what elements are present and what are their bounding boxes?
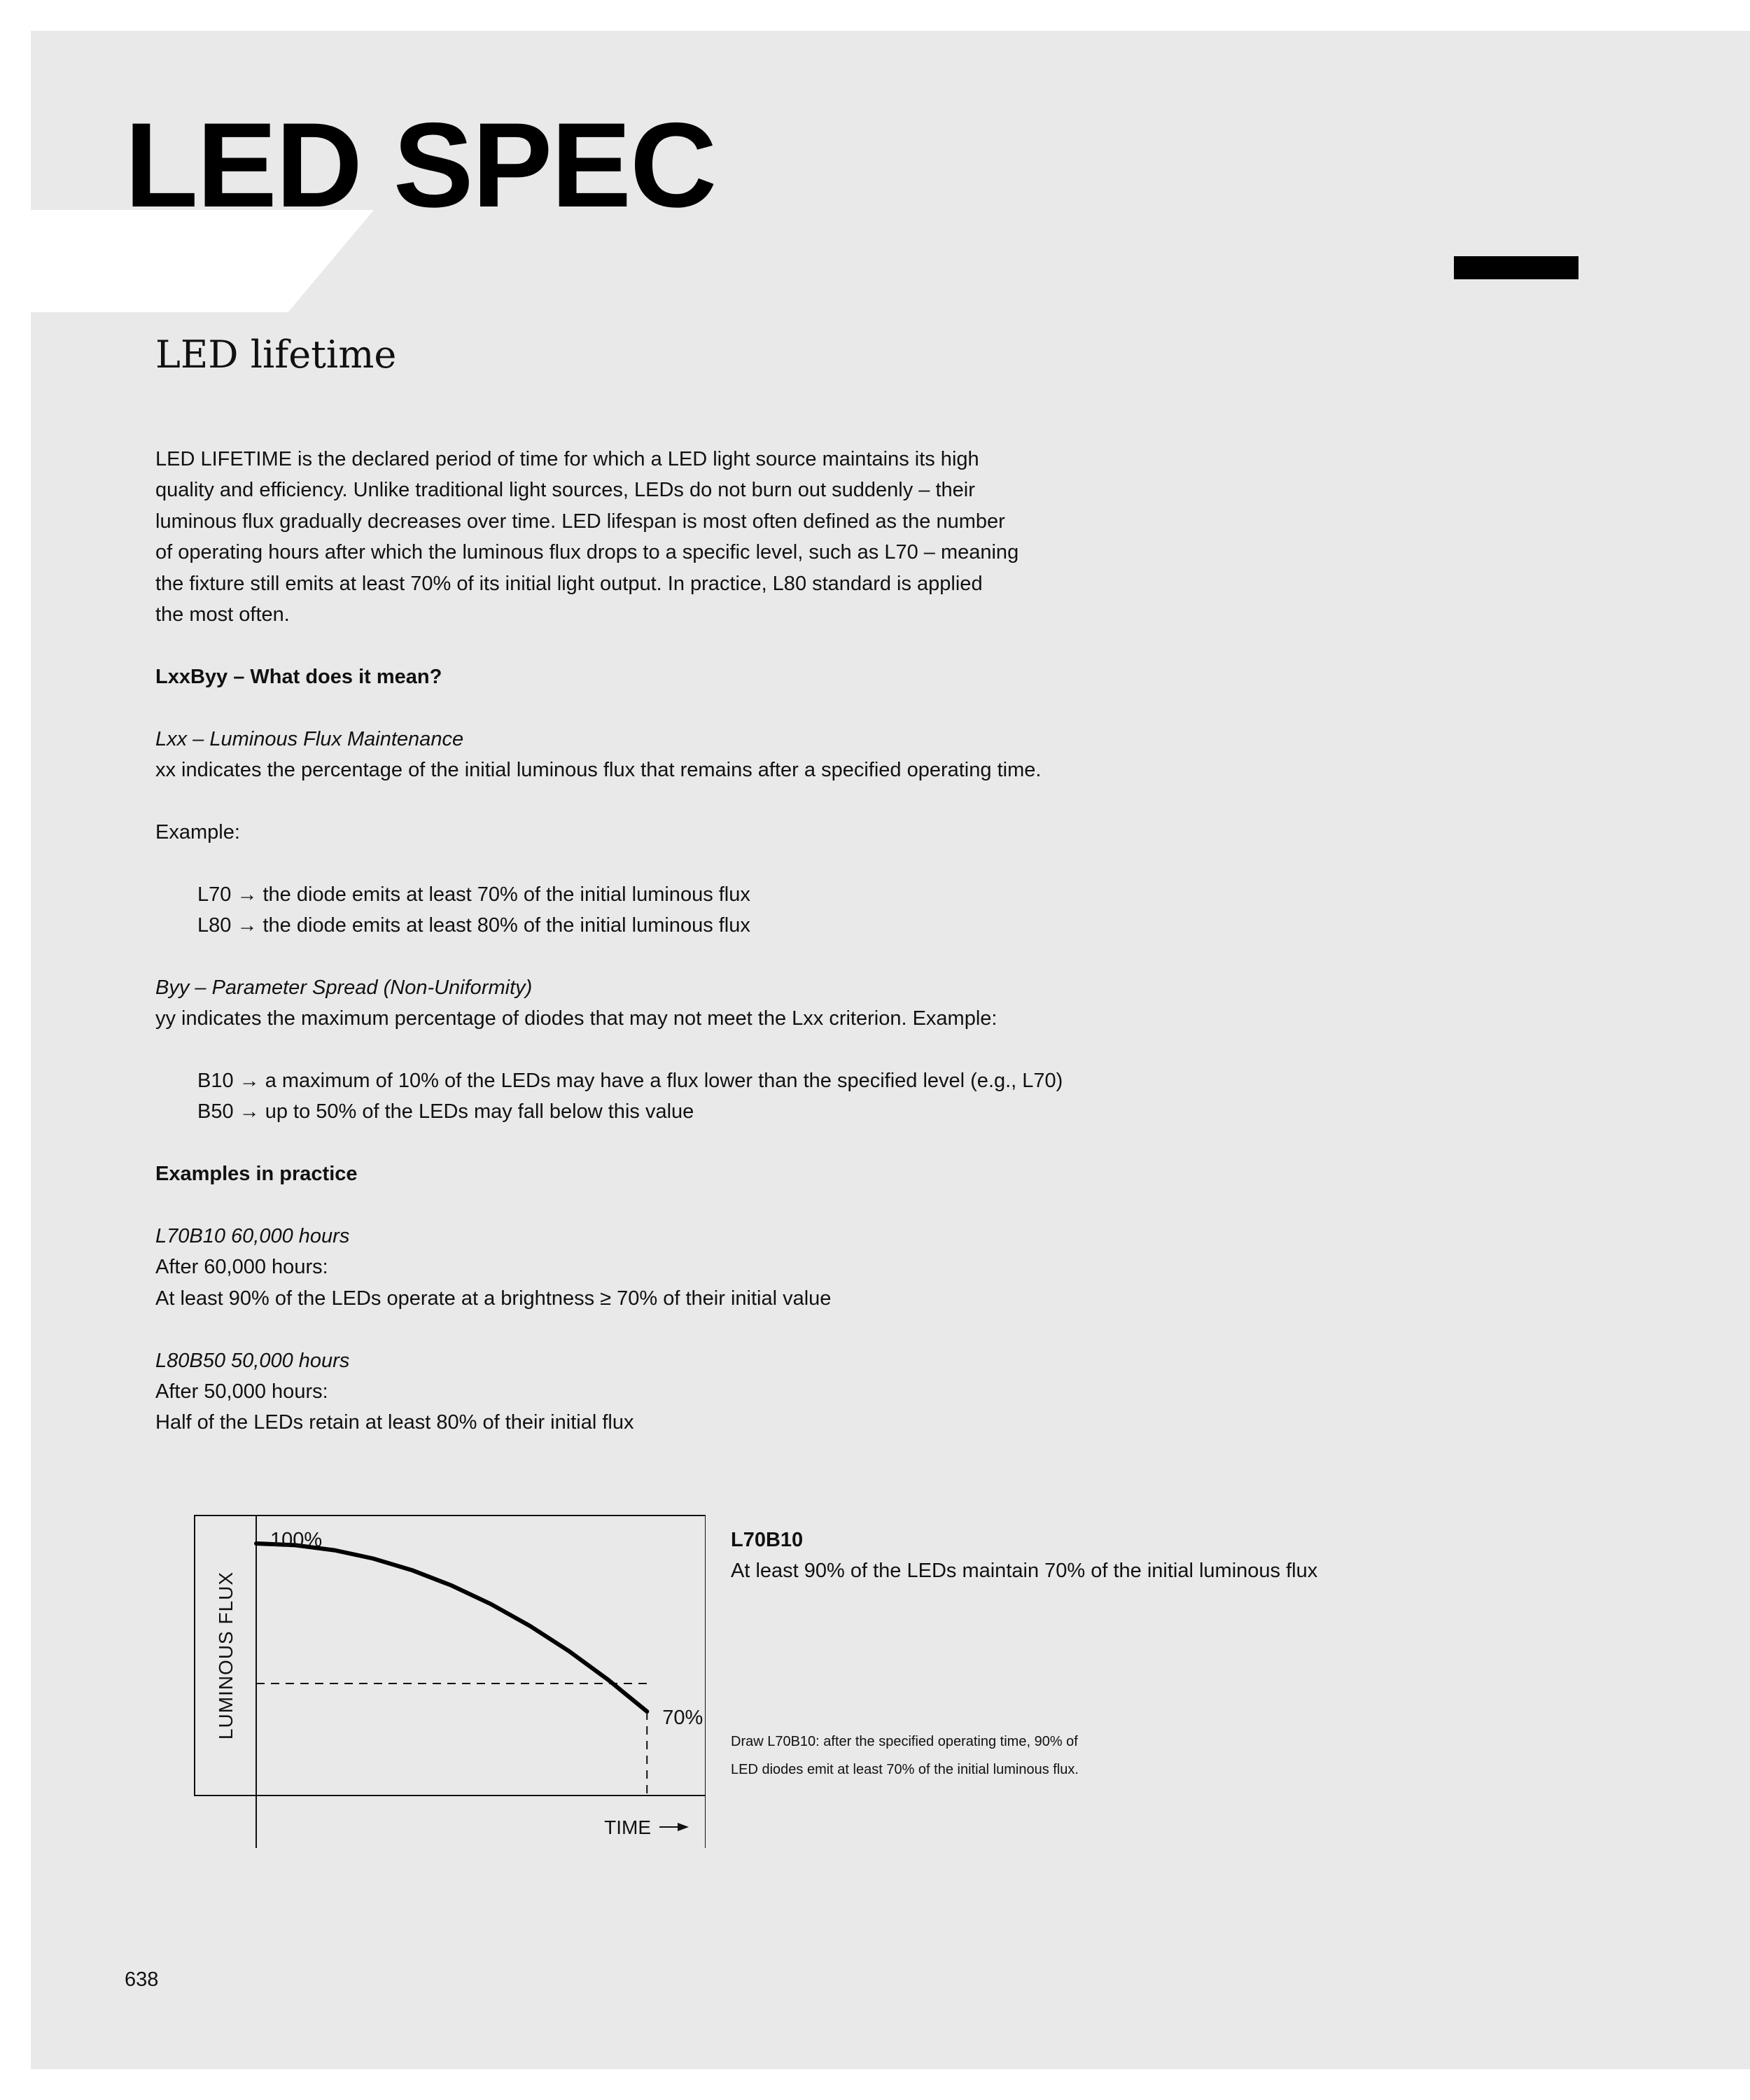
header-bar: [1454, 256, 1578, 279]
plot-frame: [256, 1516, 706, 1795]
practice-line: At least 90% of the LEDs operate at a brightness ≥ 70% of their initial value: [155, 1287, 832, 1310]
end-value-label: 70%: [662, 1707, 704, 1729]
figure-note: [731, 1728, 1079, 1784]
question-heading: LxxByy – What does it mean?: [155, 665, 442, 688]
time-arrow-icon: [678, 1823, 689, 1831]
start-value-label: 100%: [270, 1529, 323, 1551]
caption-title: L70B10: [731, 1529, 804, 1551]
intro-line: the most often.: [155, 603, 290, 626]
practice-heading: Examples in practice: [155, 1163, 358, 1186]
flux-chart-svg: [160, 1484, 706, 1848]
byy-example: B10 → a maximum of 10% of the LEDs may have a flux lower than the specified level (e.g., L70): [197, 1070, 1063, 1093]
flux-curve: [256, 1544, 647, 1712]
x-axis-label: TIME: [604, 1816, 651, 1838]
byy-heading: Byy – Parameter Spread (Non-Uniformity): [155, 976, 533, 999]
section-title: LED lifetime: [155, 332, 397, 377]
practice-line: After 60,000 hours:: [155, 1256, 328, 1279]
example-label: Example:: [155, 820, 240, 844]
intro-line: quality and efficiency. Unlike traditional light sources, LEDs do not burn out suddenly – their: [155, 479, 975, 502]
lxx-example: L70 → the diode emits at least 70% of the initial luminous flux: [197, 883, 750, 906]
byy-description: yy indicates the maximum percentage of diodes that may not meet the Lxx criterion. Example:: [155, 1007, 997, 1030]
y-axis-label: LUMINOUS FLUX: [215, 1571, 237, 1740]
lxx-heading: Lxx – Luminous Flux Maintenance: [155, 727, 464, 750]
byy-example: B50 → up to 50% of the LEDs may fall below this value: [197, 1100, 694, 1124]
flux-chart: [160, 1484, 706, 1848]
intro-line: the fixture still emits at least 70% of its initial light output. In practice, L80 standard is applied: [155, 572, 983, 595]
caption-text: At least 90% of the LEDs maintain 70% of the initial luminous flux: [731, 1560, 1318, 1582]
note-line: LED diodes emit at least 70% of the initial luminous flux.: [731, 1762, 1079, 1777]
practice-line: After 50,000 hours:: [155, 1380, 328, 1404]
note-line: Draw L70B10: after the specified operating time, 90% of: [731, 1734, 1078, 1749]
page-number: 638: [125, 1968, 159, 1991]
figure-caption: [731, 1525, 1431, 1586]
intro-line: luminous flux gradually decreases over time. LED lifespan is most often defined as the number: [155, 510, 1005, 533]
intro-line: of operating hours after which the luminous flux drops to a specific level, such as L70 – meaning: [155, 541, 1019, 564]
intro-line: LED LIFETIME is the declared period of time for which a LED light source maintains its high: [155, 448, 979, 470]
lxx-description: xx indicates the percentage of the initial luminous flux that remains after a specified operating time.: [155, 759, 1042, 782]
practice-line: Half of the LEDs retain at least 80% of their initial flux: [155, 1411, 634, 1434]
practice-label: L70B10 60,000 hours: [155, 1225, 350, 1248]
practice-label: L80B50 50,000 hours: [155, 1349, 350, 1372]
body-text: [155, 444, 1177, 1438]
page-title: LED SPEC: [125, 98, 716, 232]
lxx-example: L80 → the diode emits at least 80% of the initial luminous flux: [197, 914, 750, 937]
